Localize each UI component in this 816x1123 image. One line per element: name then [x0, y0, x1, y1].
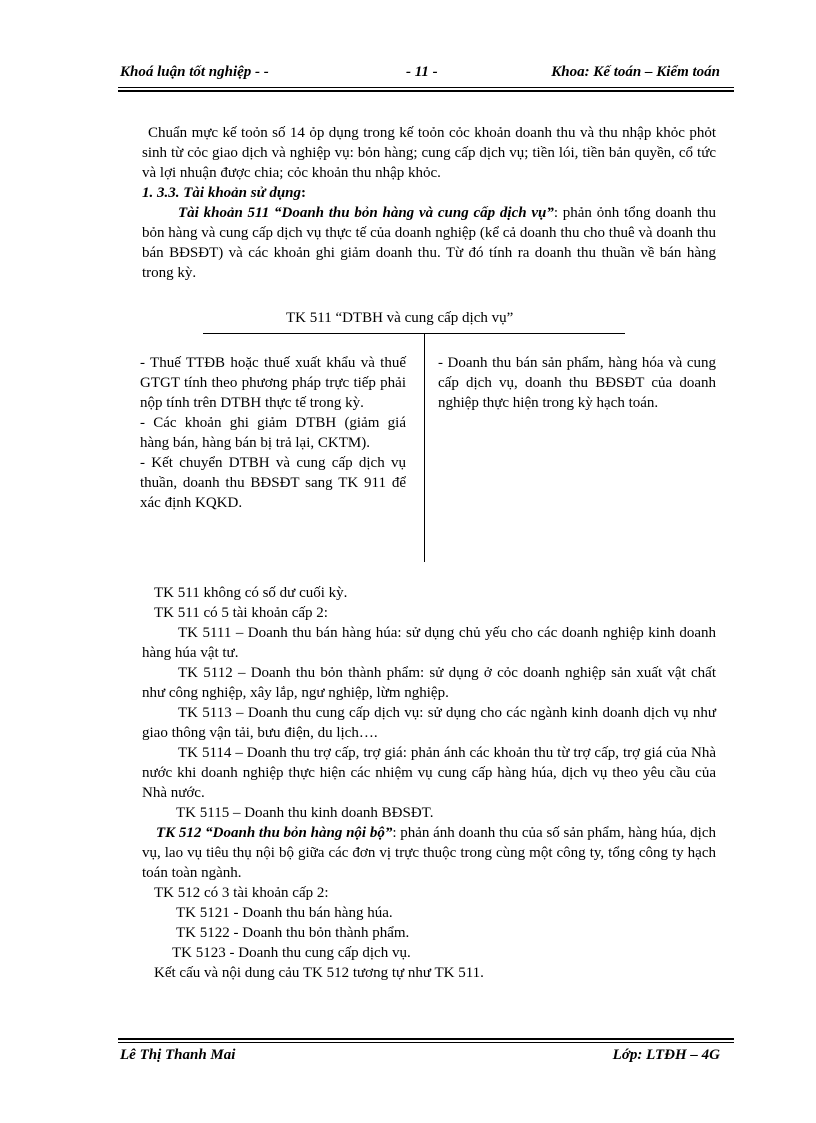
list-item: TK 5113 – Doanh thu cung cấp dịch vụ: sử dụng cho các ngành kinh doanh dịch vụ như giao thông vận tải, bưu điện, du lịch….: [142, 705, 716, 741]
intro-section: [142, 123, 716, 283]
page-header: [120, 62, 720, 84]
account-512-name: TK 512 “Doanh thu bỏn hàng nội bộ”: [156, 825, 393, 841]
t-account-debit-side: [140, 353, 406, 513]
t-account-credit-side: [438, 353, 716, 413]
list-item: TK 5121 - Doanh thu bán hàng húa.: [176, 905, 393, 921]
account-511-paragraph: Tài khoản 511 “Doanh thu bỏn hàng và cung cấp dịch vụ”: phản ỏnh tổng doanh thu bỏn hàng và cung cấp dịch vụ thực tế của doanh nghiệp (kể cả doanh thu cho thuê và doanh thu bán BĐSĐT) và các khoản ghi giảm doanh thu. Từ đó tính ra doanh thu thuần về bán hàng trong kỳ.: [142, 205, 716, 281]
footer-author: Lê Thị Thanh Mai: [120, 1047, 236, 1063]
header-thesis-title: Khoá luận tốt nghiệp - -: [120, 64, 269, 80]
footer-rule-thick: [118, 1038, 734, 1040]
list-item: TK 5123 - Doanh thu cung cấp dịch vụ.: [172, 945, 411, 961]
section-heading: 1. 3.3. Tài khoản sử dụng:: [142, 185, 307, 201]
list-item: TK 5111 – Doanh thu bán hàng húa: sử dụng chủ yếu cho các doanh nghiệp kinh doanh hàng húa vật tư.: [142, 625, 716, 661]
intro-paragraph: Chuẩn mực kế toỏn số 14 ỏp dụng trong kế toỏn cỏc khoản doanh thu và thu nhập khỏc phỏt sinh từ cỏc giao dịch và nghiệp vụ: bỏn hàng; cung cấp dịch vụ; tiền lói, tiền bản quyền, cổ tức và lợi nhuận được chia; cỏc khoản thu nhập khỏc.: [142, 125, 716, 181]
header-faculty: Khoa: Kế toán – Kiểm toán: [551, 64, 720, 80]
t-account-vertical-rule: [424, 334, 425, 562]
account-512-paragraph: TK 512 “Doanh thu bỏn hàng nội bộ”: phản ánh doanh thu của số sản phẩm, hàng húa, dịch vụ, lao vụ tiêu thụ nội bộ giữa các đơn vị trực thuộc trong cùng một công ty, tổng công ty hạch toán toàn ngành.: [142, 825, 716, 881]
list-item: TK 511 có 5 tài khoản cấp 2:: [154, 605, 328, 621]
list-item: TK 5114 – Doanh thu trợ cấp, trợ giá: phản ánh các khoản thu từ trợ cấp, trợ giá của Nhà nước khi doanh nghiệp thực hiện các nhiệm vụ cung cấp hàng húa, dịch vụ theo yêu cầu của Nhà nước.: [142, 745, 716, 801]
footer-class: Lớp: LTĐH – 4G: [612, 1047, 720, 1063]
t-account-title: TK 511 “DTBH và cung cấp dịch vụ”: [286, 310, 514, 326]
list-item: TK 5112 – Doanh thu bỏn thành phẩm: sử dụng ở cỏc doanh nghiệp sản xuất vật chất như công nghiệp, xây lắp, ngư nghiệp, lừm nghiệp.: [142, 665, 716, 701]
list-item: TK 5115 – Doanh thu kinh doanh BĐSĐT.: [176, 805, 434, 821]
account-details-section: [142, 583, 716, 983]
credit-entry: - Doanh thu bán sản phẩm, hàng hóa và cung cấp dịch vụ, doanh thu BĐSĐT của doanh nghiệp thực hiện trong kỳ hạch toán.: [438, 355, 716, 411]
page-footer: [120, 1047, 720, 1069]
list-item: TK 5122 - Doanh thu bỏn thành phẩm.: [176, 925, 410, 941]
footer-rule-thin: [118, 1042, 734, 1043]
list-item: TK 511 không có số dư cuối kỳ.: [154, 585, 348, 601]
header-rule-thick: [118, 90, 734, 92]
header-page-number: - 11 -: [406, 64, 438, 80]
debit-entry: - Các khoản ghi giảm DTBH (giảm giá hàng bán, hàng bán bị trả lại, CKTM).: [140, 415, 406, 451]
list-item: TK 512 có 3 tài khoản cấp 2:: [154, 885, 329, 901]
header-rule-thin: [118, 87, 734, 88]
debit-entry: - Thuế TTĐB hoặc thuế xuất khẩu và thuế GTGT tính theo phương pháp trực tiếp phải nộp tính trên DTBH thực tế trong kỳ.: [140, 355, 406, 411]
account-511-name: Tài khoản 511 “Doanh thu bỏn hàng và cung cấp dịch vụ”: [178, 205, 554, 221]
debit-entry: - Kết chuyển DTBH và cung cấp dịch vụ thuần, doanh thu BĐSĐT sang TK 911 để xác định KQKD.: [140, 455, 406, 511]
t-account-horizontal-rule: [203, 333, 625, 334]
list-item: Kết cấu và nội dung cảu TK 512 tương tự như TK 511.: [154, 965, 484, 981]
